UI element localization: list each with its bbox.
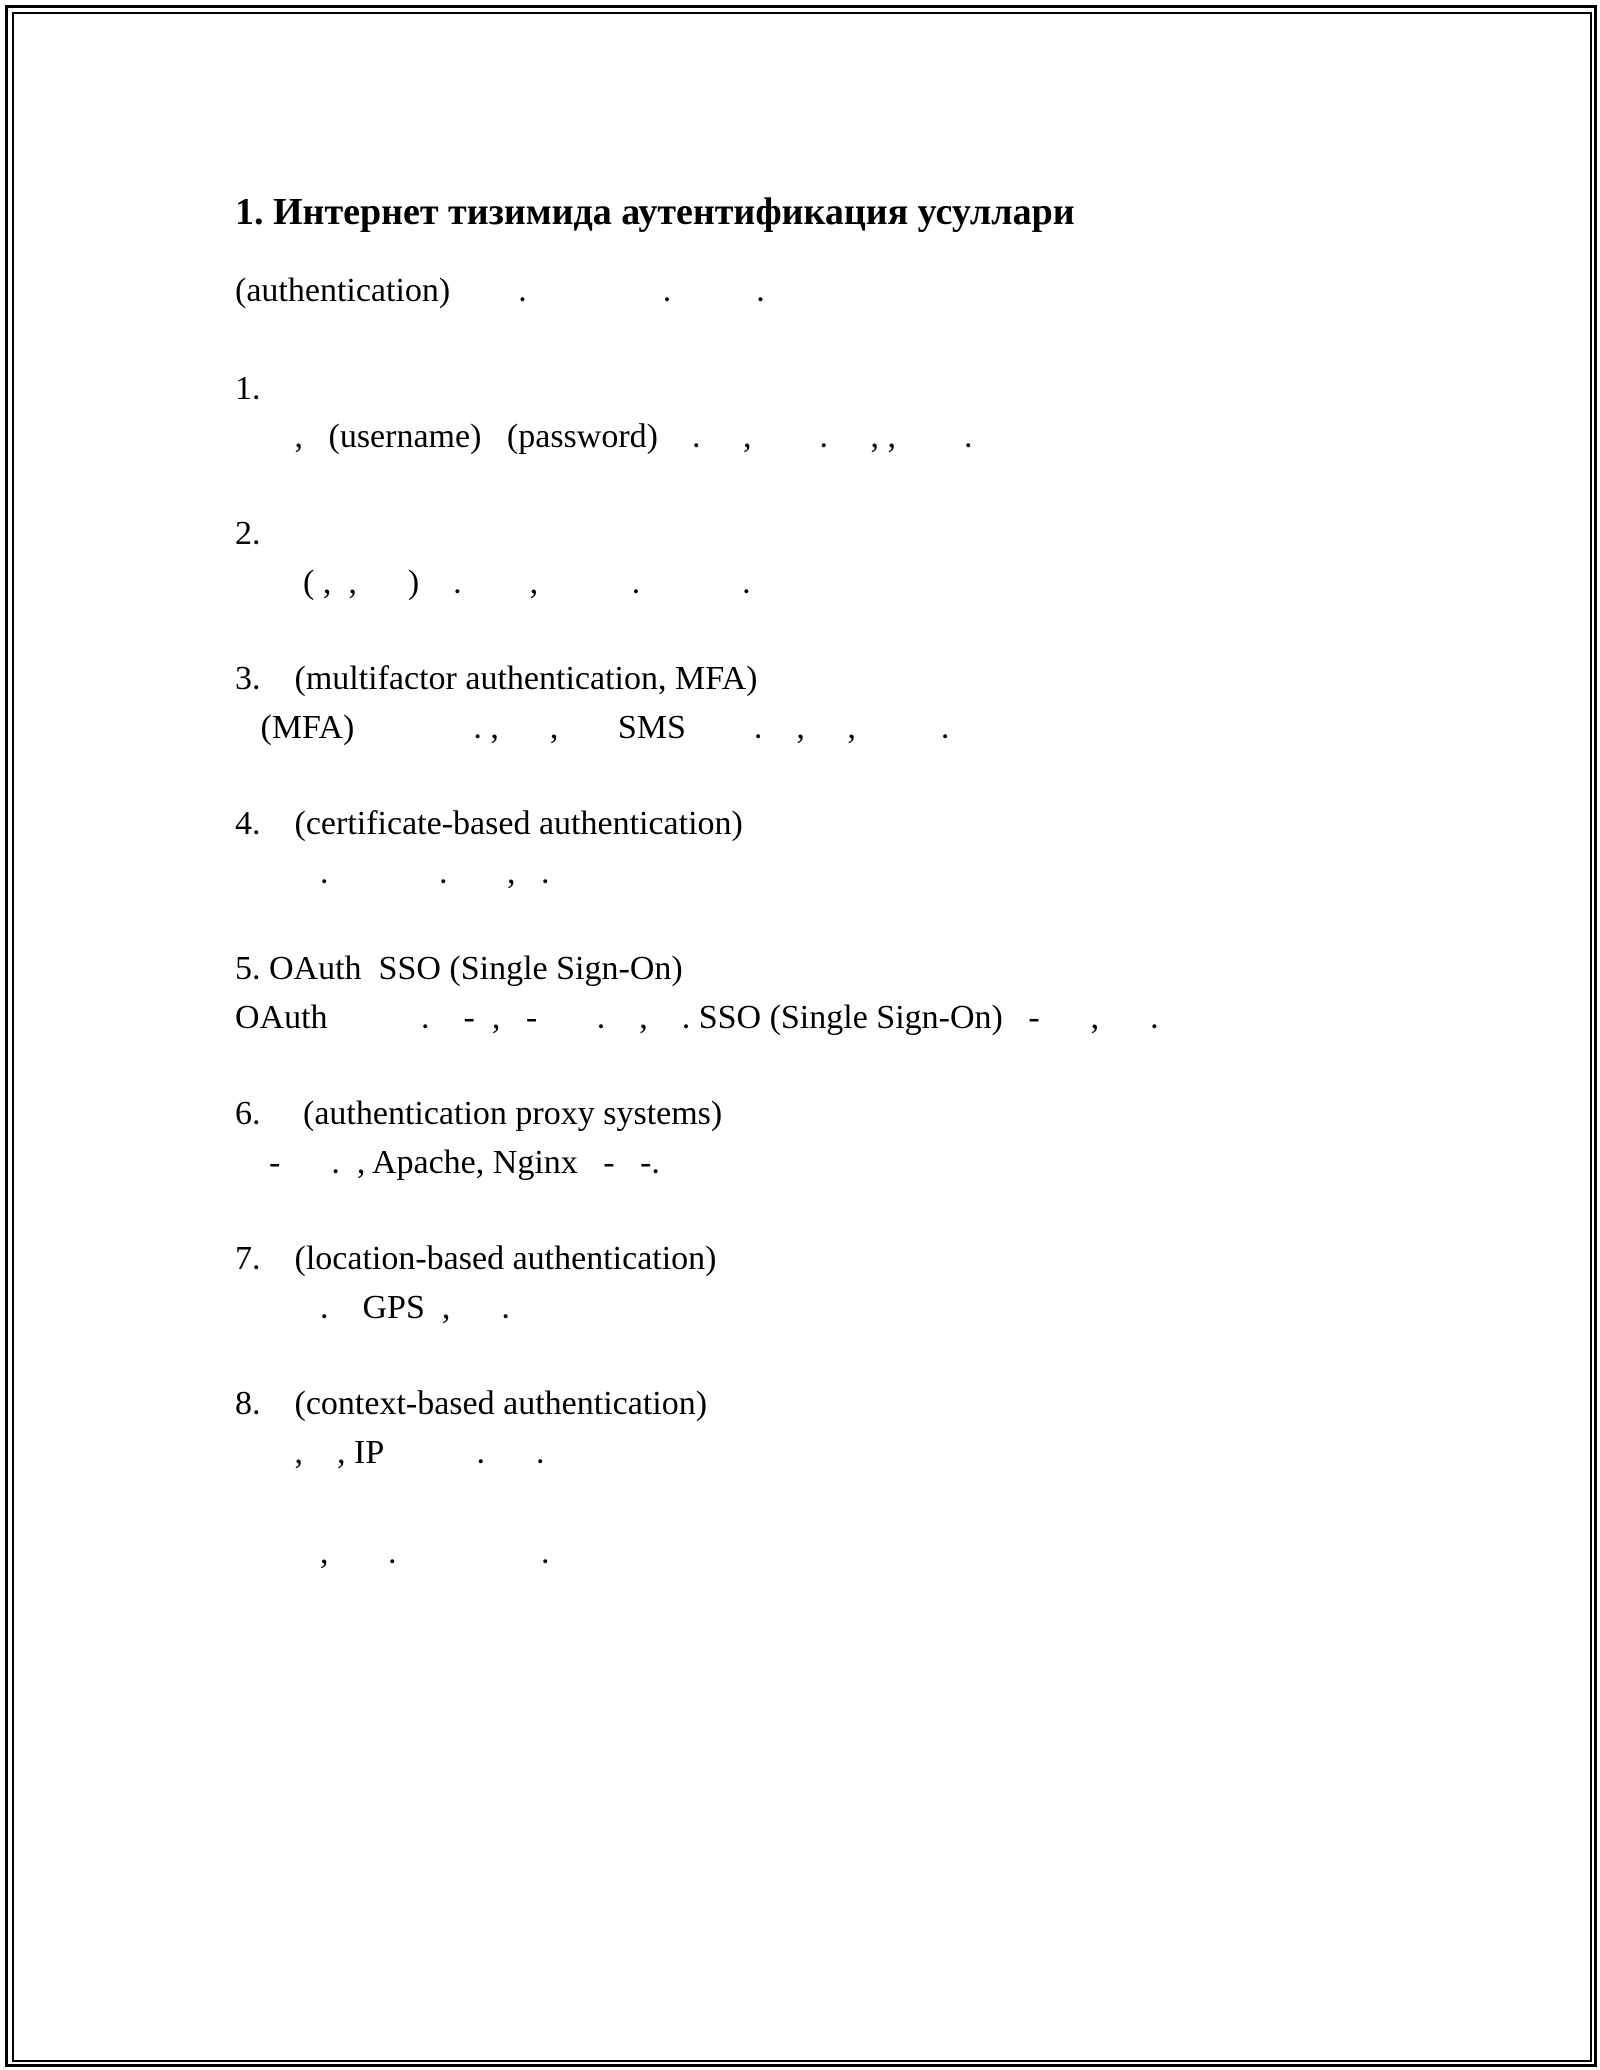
item-5-heading: 5. OAuth SSO (Single Sign-On) [235,950,683,987]
intro-paragraph: (authentication) . . . [235,272,765,309]
item-1-body: , (username) (password) . , . , , . [235,418,973,455]
item-8-body: , , IP . . [235,1434,545,1471]
item-3-heading: 3. (multifactor authentication, MFA) [235,660,758,697]
conclusion-paragraph: , . . [235,1534,550,1571]
item-6-body: - . , Apache, Nginx - -. [235,1144,660,1181]
item-7-body: . GPS , . [235,1289,510,1326]
item-4-heading: 4. (certificate-based authentication) [235,805,743,842]
item-1-heading: 1. [235,370,261,407]
item-3-body: (MFA) . , , SMS . , , . [235,709,950,746]
item-2-heading: 2. [235,515,261,552]
item-6-heading: 6. (authentication proxy systems) [235,1095,723,1132]
page-title: 1. Интернет тизимида аутентификация усуллари [235,191,1075,233]
item-7-heading: 7. (location-based authentication) [235,1240,717,1277]
item-5-body: OAuth . - , - . , . SSO (Single Sign-On) - , . [235,999,1159,1036]
item-4-body: . . , . [235,854,550,891]
item-2-body: ( , , ) . , . . [235,564,751,601]
item-8-heading: 8. (context-based authentication) [235,1385,708,1422]
